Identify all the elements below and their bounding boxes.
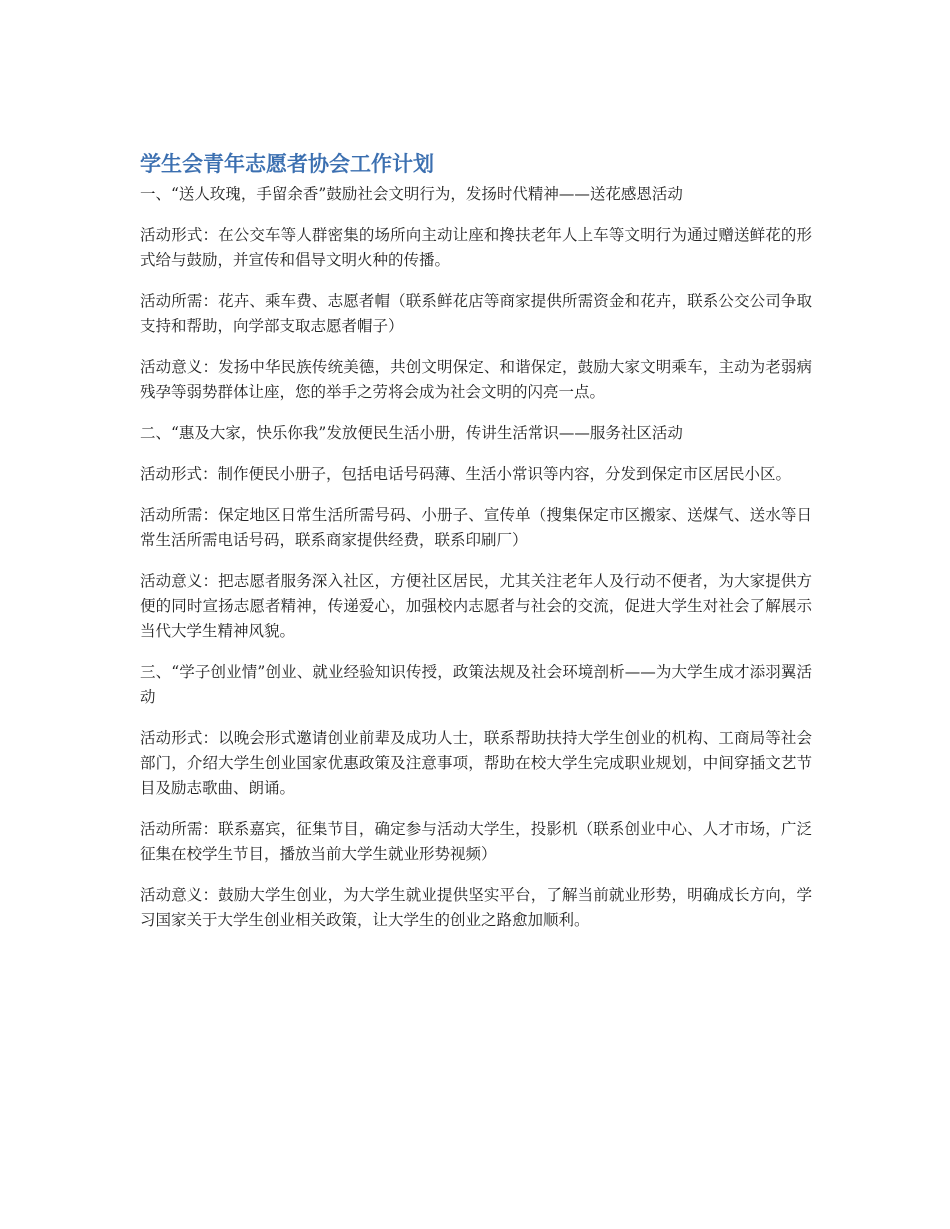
section-1-form: 活动形式：在公交车等人群密集的场所向主动让座和搀扶老年人上车等文明行为通过赠送鲜花的形式给与鼓励，并宣传和倡导文明火种的传播。	[140, 226, 812, 269]
section-3-needs: 活动所需：联系嘉宾，征集节目，确定参与活动大学生，投影机（联系创业中心、人才市场，广泛征集在校学生节目，播放当前大学生就业形势视频）	[140, 820, 812, 863]
section-1-meaning: 活动意义：发扬中华民族传统美德，共创文明保定、和谐保定，鼓励大家文明乘车，主动为老弱病残孕等弱势群体让座，您的举手之劳将会成为社会文明的闪亮一点。	[140, 358, 812, 401]
section-2-meaning: 活动意义：把志愿者服务深入社区，方便社区居民，尤其关注老年人及行动不便者，为大家提供方便的同时宣扬志愿者精神，传递爱心，加强校内志愿者与社会的交流，促进大学生对社会了解展示当代大学生精神风貌。	[140, 572, 812, 640]
section-2-heading: 二、“惠及大家，快乐你我”发放便民生活小册，传讲生活常识——服务社区活动	[140, 424, 683, 442]
section-1-needs: 活动所需：花卉、乘车费、志愿者帽（联系鲜花店等商家提供所需资金和花卉，联系公交公司争取支持和帮助，向学部支取志愿者帽子）	[140, 292, 812, 335]
document-page	[140, 148, 812, 949]
section-1-heading: 一、“送人玫瑰，手留余香”鼓励社会文明行为，发扬时代精神——送花感恩活动	[140, 185, 683, 203]
section-2-form: 活动形式：制作便民小册子，包括电话号码薄、生活小常识等内容，分发到保定市区居民小区。	[140, 465, 792, 483]
section-2-needs: 活动所需：保定地区日常生活所需号码、小册子、宣传单（搜集保定市区搬家、送煤气、送水等日常生活所需电话号码，联系商家提供经费，联系印刷厂）	[140, 506, 812, 549]
document-title: 学生会青年志愿者协会工作计划	[140, 152, 434, 176]
section-3-meaning: 活动意义：鼓励大学生创业，为大学生就业提供坚实平台，了解当前就业形势，明确成长方向，学习国家关于大学生创业相关政策，让大学生的创业之路愈加顺利。	[140, 886, 812, 929]
section-3-form: 活动形式：以晚会形式邀请创业前辈及成功人士，联系帮助扶持大学生创业的机构、工商局等社会部门，介绍大学生创业国家优惠政策及注意事项，帮助在校大学生完成职业规划，中间穿插文艺节目及励志歌曲、朗诵。	[140, 729, 812, 797]
section-3-heading: 三、“学子创业情”创业、就业经验知识传授，政策法规及社会环境剖析——为大学生成才添羽翼活动	[140, 663, 812, 706]
